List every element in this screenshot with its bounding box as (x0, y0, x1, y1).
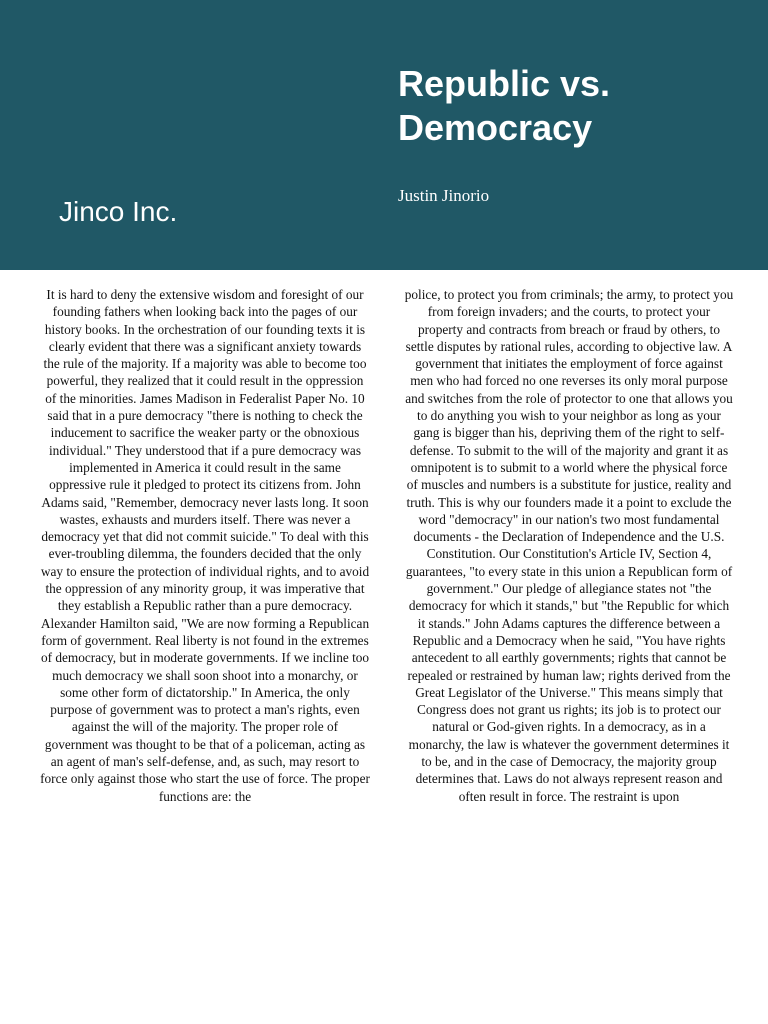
body-column-right: police, to protect you from criminals; the army, to protect you from foreign invaders; and the courts, to protect your property and contracts from breach or fraud by others, to settle disputes by rational rules, according to objective law. A government that initiates the employment of force against men who had forced no one reverses its only moral purpose and switches from the role of protector to one that allows you to do anything you wish to your neighbor as long as your gang is bigger than his, depriving them of the right to self-defense. To submit to the will of the majority and grant it as omnipotent is to submit to a world where the physical force of muscles and numbers is a substitute for justice, reality and truth. This is why our founders made it a point to exclude the word "democracy" in our nation's two most fundamental documents - the Declaration of Independence and the U.S. Constitution. Our Constitution's Article IV, Section 4, guarantees, "to every state in this union a Republican form of government." Our pledge of allegiance states not "the democracy for which it stands," but "the Republic for which it stands." John Adams captures the difference between a Republic and a Democracy when he said, "You have rights antecedent to all earthly governments; rights that cannot be repealed or restrained by human law; rights derived from the Great Legislator of the Universe." This means simply that Congress does not grant us rights; its job is to protect our natural or God-given rights. In a democracy, as in a monarchy, the law is whatever the government determines it to be, and in the case of Democracy, the majority group determines that. Laws do not always represent reason and often result in force. The restraint is upon (404, 287, 734, 804)
company-name: Jinco Inc. (59, 196, 178, 227)
title-line-1: Republic vs. (398, 63, 611, 104)
title-line-2: Democracy (398, 107, 593, 148)
header-banner (0, 0, 768, 270)
document-title (398, 62, 728, 150)
author-name: Justin Jinorio (398, 186, 490, 205)
body-column-left: It is hard to deny the extensive wisdom and foresight of our founding fathers when looking back into the pages of our history books. In the orchestration of our founding texts it is clearly evident that there was a significant anxiety towards the rule of the majority. If a majority was able to become too powerful, they realized that it could result in the oppression of the minorities. James Madison in Federalist Paper No. 10 said that in a pure democracy "there is nothing to check the inducement to sacrifice the weaker party or the obnoxious individual." They understood that if a pure democracy was implemented in America it could result in the same oppressive rule it pledged to protect its citizens from. John Adams said, "Remember, democracy never lasts long. It soon wastes, exhausts and murders itself. There was never a democracy yet that did not commit suicide." To deal with this ever-troubling dilemma, the founders decided that the only way to ensure the protection of individual rights, and to avoid the oppression of any minority group, it was imperative that they establish a Republic rather than a pure democracy. Alexander Hamilton said, "We are now forming a Republican form of government. Real liberty is not found in the extremes of democracy, but in moderate governments. If we incline too much democracy we shall soon shoot into a monarchy, or some other form of dictatorship." In America, the only purpose of government was to protect a man's rights, even against the will of the majority. The proper role of government was thought to be that of a policeman, acting as an agent of man's self-defense, and, as such, may resort to force only against those who start the use of force. The proper functions are: the (40, 287, 370, 804)
